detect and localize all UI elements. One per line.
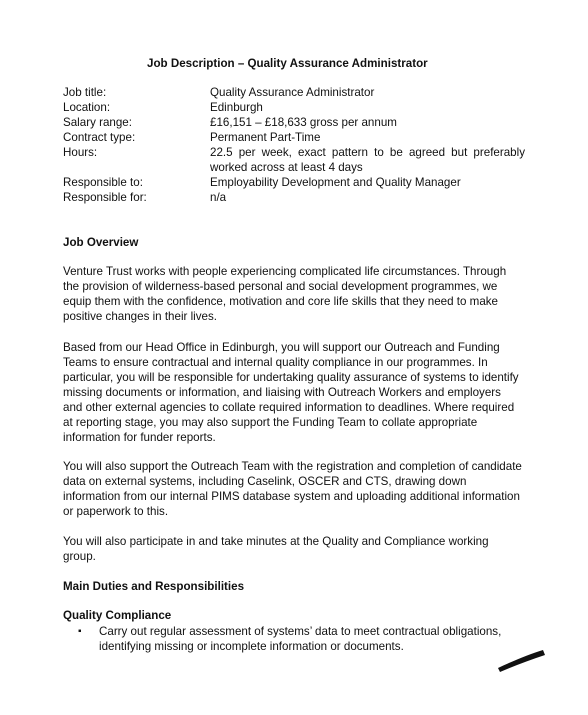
overview-paragraph: You will also support the Outreach Team with the registration and completion of candidate data on external systems, including Caselink, OSCER and CTS, drawing down information from our internal PIMS database system and uploading additional information or paperwork to this.	[63, 460, 522, 518]
overview-paragraph: Venture Trust works with people experiencing complicated life circumstances. Through the provision of wilderness-based personal and social development programmes, we equip them with the confidence, motivation and core life skills that they need to make positive changes in their lives.	[63, 265, 507, 323]
document-title: Job Description – Quality Assurance Administrator	[147, 57, 428, 70]
bullet-text: Carry out regular assessment of systems’ data to meet contractual obligations, identifying missing or incomplete information or documents.	[99, 625, 502, 653]
detail-value: Permanent Part-Time	[210, 131, 321, 144]
quality-compliance-subheading: Quality Compliance	[63, 609, 172, 622]
detail-label: Salary range:	[63, 116, 132, 129]
overview-paragraph: Based from our Head Office in Edinburgh, you will support our Outreach and Funding Teams to ensure contractual and internal quality compliance in our programmes. In particular, you will be responsible for undertaking quality assurance of systems to identify missing documents or information, and liaising with Outreach Workers and employers and other external agencies to collate required information to deadlines. Where required at reporting stage, you may also support the Funding Team to collate appropriate information for funder reports.	[63, 341, 519, 444]
detail-value: Employability Development and Quality Manager	[210, 176, 461, 189]
detail-label: Responsible for:	[63, 191, 147, 204]
main-duties-heading: Main Duties and Responsibilities	[63, 580, 245, 593]
overview-paragraph: You will also participate in and take minutes at the Quality and Compliance working group.	[63, 535, 489, 563]
detail-value: £16,151 – £18,633 gross per annum	[210, 116, 397, 129]
bullet-square-icon: ▪	[78, 626, 82, 637]
job-overview-heading: Job Overview	[63, 236, 139, 249]
detail-label: Hours:	[63, 146, 98, 159]
detail-value: n/a	[210, 191, 227, 204]
detail-label: Responsible to:	[63, 176, 143, 189]
detail-label: Job title:	[63, 86, 107, 99]
detail-value: 22.5 per week, exact pattern to be agreed but preferably worked across at least 4 days	[210, 146, 525, 174]
detail-label: Location:	[63, 101, 111, 114]
detail-label: Contract type:	[63, 131, 136, 144]
detail-value: Edinburgh	[210, 101, 263, 114]
detail-value: Quality Assurance Administrator	[210, 86, 375, 99]
